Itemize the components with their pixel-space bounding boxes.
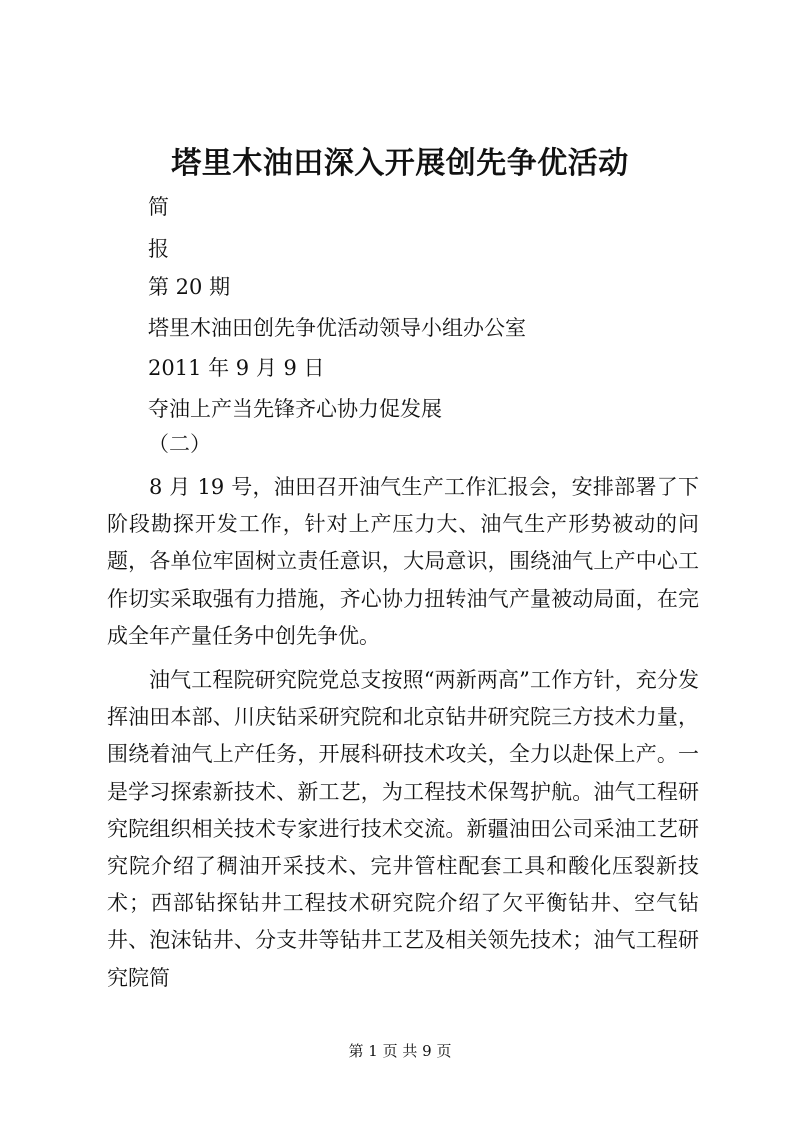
part-number: （二） <box>148 432 211 456</box>
header-line-bao: 报 <box>148 237 169 261</box>
header-line-jian: 简 <box>148 195 169 219</box>
document-title: 塔里木油田深入开展创先争优活动 <box>171 146 629 181</box>
body-paragraph-2: 油气工程院研究院党总支按照“两新两高”工作方针，充分发挥油田本部、川庆钻采研究院和北京钻井研究院三方技术力量，围绕着油气上产任务，开展科研技术攻关，全力以赴保上产。一是学习探索新技术、新工艺，为工程技术保驾护航。油气工程研究院组织相关技术专家进行技术交流。新疆油田公司采油工艺研究院介绍了稠油开采技术、完井管柱配套工具和酸化压裂新技术；西部钻探钻井工程技术研究院介绍了欠平衡钻井、空气钻井、泡沫钻井、分支井等钻井工艺及相关领先技术；油气工程研究院简 <box>107 668 699 990</box>
page-footer: 第 1 页 共 9 页 <box>348 1042 452 1060</box>
section-headline: 夺油上产当先锋齐心协力促发展 <box>148 397 442 421</box>
body-paragraph-1: 8 月 19 号，油田召开油气生产工作汇报会，安排部署了下阶段勘探开发工作，针对上产压力大、油气生产形势被动的问题，各单位牢固树立责任意识，大局意识，围绕油气上产中心工作切实采取强有力措施，齐心协力扭转油气产量被动局面，在完成全年产量任务中创先争优。 <box>107 475 699 648</box>
issue-date: 2011 年 9 月 9 日 <box>148 356 325 380</box>
issuing-office: 塔里木油田创先争优活动领导小组办公室 <box>148 316 526 340</box>
issue-number: 第 20 期 <box>148 275 231 299</box>
